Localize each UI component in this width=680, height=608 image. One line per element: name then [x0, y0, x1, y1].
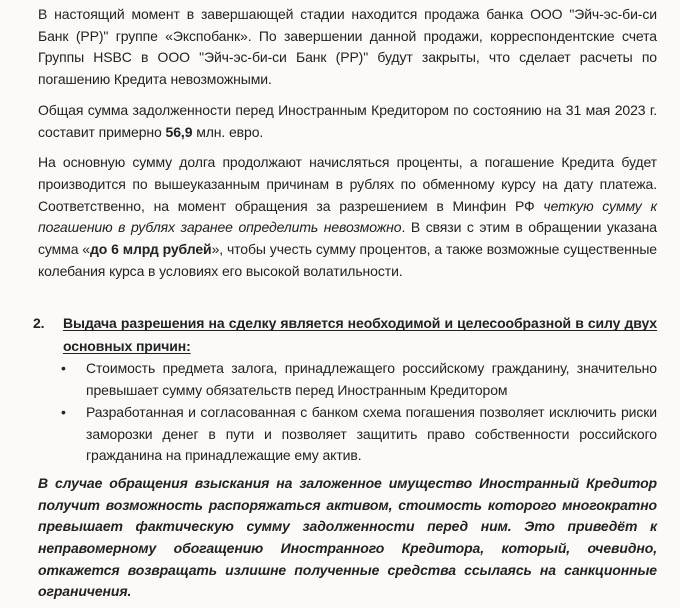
- emphasized-phrase: четкую сумму к погашению в рублях заранее определить невозможно: [38, 197, 658, 236]
- list-item: [61, 358, 657, 401]
- text-segment: Общая сумма задолженности перед Иностранным Кредитором по состоянию на 31 мая 2023 г. составит примерно: [38, 101, 657, 140]
- section-number: 2.: [33, 315, 45, 332]
- bullet-text: Стоимость предмета залога, принадлежащего российскому гражданину, значительно превышает сумму обязательств перед Иностранным Кредитором: [86, 360, 657, 399]
- paragraph-debt-total: [38, 100, 657, 143]
- text-segment: . В связи с этим в обращении указана сумма «: [38, 219, 657, 258]
- section-title: Выдача разрешения на сделку является необходимой и целесообразной в силу двух основных причин:: [63, 315, 657, 355]
- text-segment: На основную сумму долга продолжают начисляться проценты, а погашение Кредита будет производится по вышеуказанным причинам в рублях по обменному курсу на дату платежа. Соответственно, на момент обращения за разрешением в Минфин РФ: [38, 154, 657, 214]
- paragraph-bank-sale: [38, 4, 657, 91]
- text-segment: », чтобы учесть сумму процентов, а также возможные существенные колебания курса в условиях его высокой волатильности.: [38, 241, 657, 279]
- paragraph-interest: [38, 152, 657, 282]
- amount-phrase: до 6 млрд рублей: [89, 241, 212, 258]
- bullet-list: [61, 358, 657, 467]
- text-segment: млн. евро.: [192, 123, 264, 140]
- paragraph-foreclosure: [38, 473, 657, 603]
- debt-amount: 56,9: [165, 123, 193, 140]
- paragraph-text: В настоящий момент в завершающей стадии находится продажа банка ООО "Эйч-эс-би-си Банк (РР)" группе «Экспобанк». По завершении данной продажи, корреспондентские счета Группы HSBC в ООО "Эйч-эс-би-си Банк (РР)" будут закрыты, что сделает расчеты по погашению Кредита невозможными.: [38, 6, 657, 88]
- bullet-text: Разработанная и согласованная с банком схема погашения позволяет исключить риски заморозки денег в пути и позволяет защитить право собственности российского гражданина на принадлежащие ему актив.: [86, 403, 657, 464]
- section-2-heading: [33, 312, 657, 358]
- paragraph-text: В случае обращения взыскания на заложенное имущество Иностранный Кредитор получит возможность распоряжаться активом, стоимость которого многократно превышает фактическую сумму задолженности перед ним. Это приведёт к неправомерному обогащению Иностранного Кредитора, который, очевидно, откажется возвращать излишне полученные средства ссылаясь на санкционные ограничения.: [38, 474, 657, 600]
- bullet-icon: •: [61, 403, 66, 420]
- bullet-icon: •: [61, 360, 66, 377]
- list-item: [61, 402, 657, 467]
